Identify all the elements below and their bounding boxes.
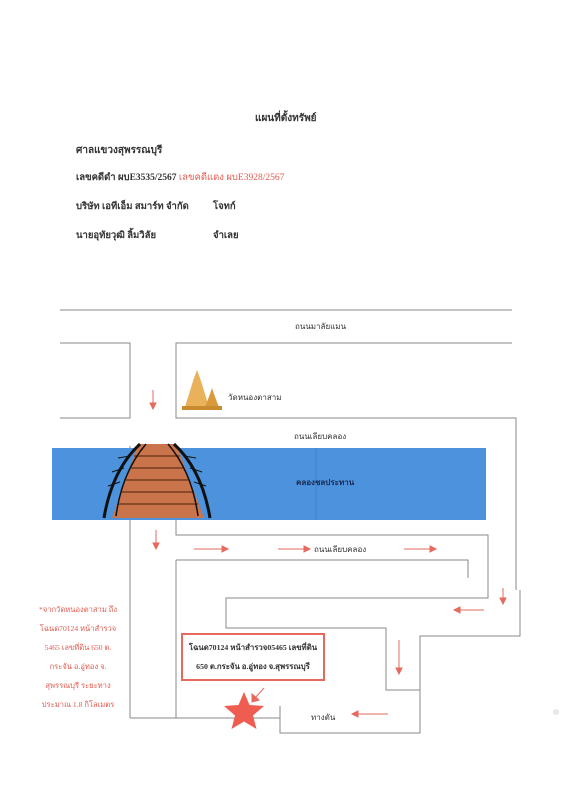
court-name: ศาลแขวงสุพรรณบุรี <box>76 145 163 156</box>
dead-end-label: ทางตัน <box>311 713 336 722</box>
road-label-top: ถนนมาลัยแมน <box>295 322 347 331</box>
star-marker-icon <box>224 692 264 729</box>
plaintiff-role: โจทก์ <box>213 202 236 212</box>
case-black-number: เลขคดีดำ ผบE3535/2567 <box>76 173 177 183</box>
case-red-number: เลขคดีแดง ผบE3928/2567 <box>178 173 285 183</box>
directions-line: ประมาณ 1.8 กิโลเมตร <box>41 700 115 709</box>
land-deed-line: โฉนด70124 หน้าสำรวจ05465 เลขที่ดิน <box>188 643 318 652</box>
directions-line: *จากวัดหนองตาสาม ถึง <box>38 605 118 614</box>
temple-label: วัดหนองตาสาม <box>228 393 282 402</box>
defendant-role: จำเลย <box>213 231 239 241</box>
temple-icon <box>182 370 222 410</box>
canal-label: คลองชลประทาน <box>296 478 355 487</box>
directions-line: สุพรรณบุรี ระยะทาง <box>45 681 111 690</box>
land-deed-line: 650 ต.กระจัน อ.อู่ทอง จ.สุพรรณบุรี <box>196 662 310 671</box>
road-label-canal-south: ถนนเลียบคลอง <box>314 545 367 554</box>
directions-line: 5465 เลขที่ดิน 650 ต. <box>44 643 112 652</box>
directions-line: กระจัน อ.อู่ทอง จ. <box>49 662 107 671</box>
land-deed-box <box>181 633 325 681</box>
defendant-name: นายอุทัยวุฒิ ลิ้มวิลัย <box>76 231 157 241</box>
directions-note <box>28 600 128 714</box>
page-title: แผนที่ตั้งทรัพย์ <box>255 113 317 124</box>
road-label-canal-north: ถนนเลียบคลอง <box>294 432 347 441</box>
directions-line: โฉนด70124 หน้าสำรวจ <box>39 624 117 633</box>
plaintiff-name: บริษัท เอทีเอ็ม สมาร์ท จำกัด <box>76 202 189 212</box>
